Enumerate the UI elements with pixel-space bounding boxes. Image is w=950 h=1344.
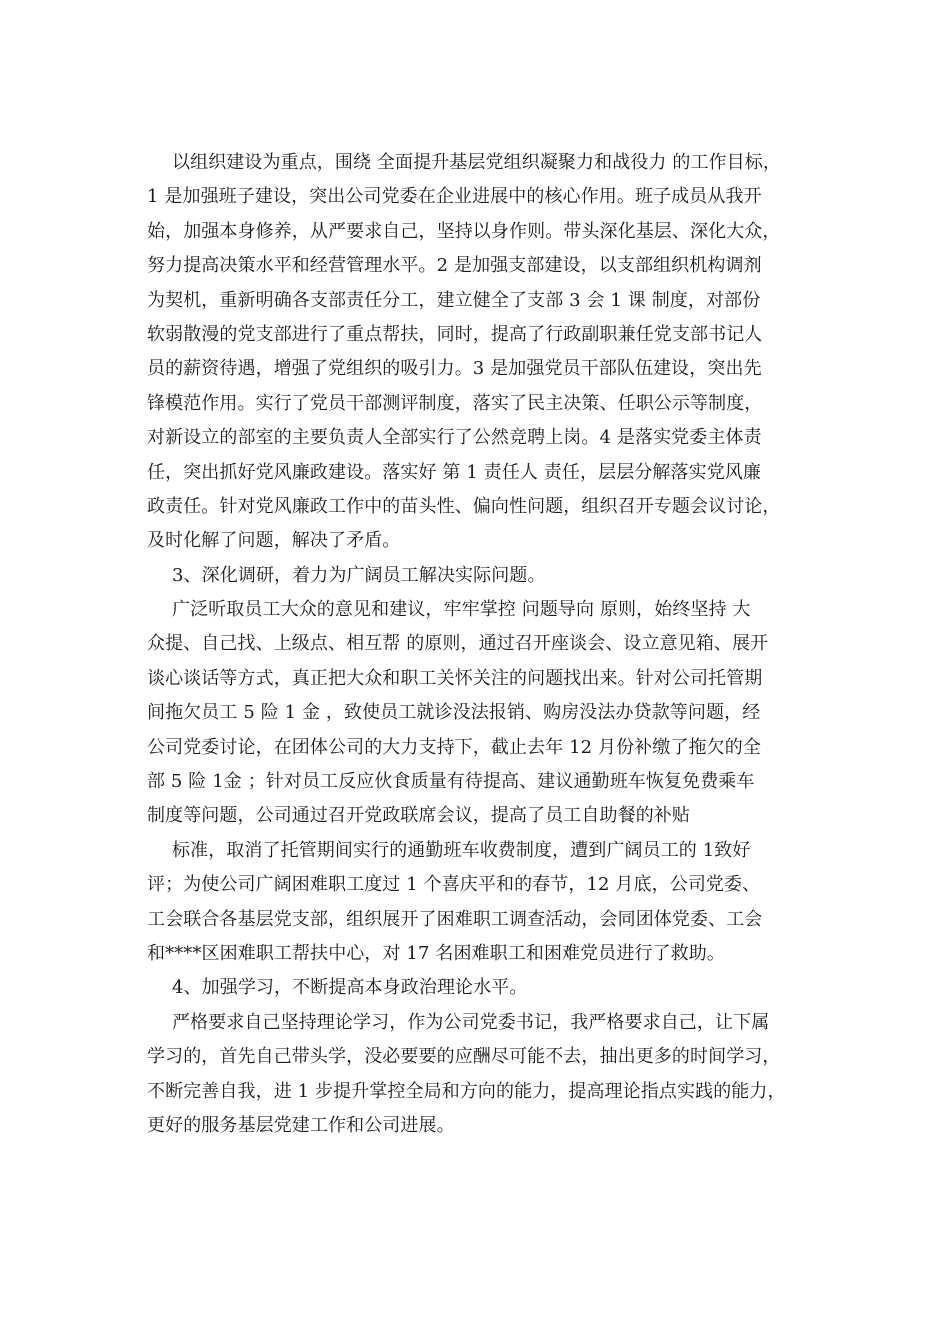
text-line: 严格要求自己坚持理论学习，作为公司党委书记，我严格要求自己，让下属 <box>172 1011 770 1033</box>
text-line: 及时化解了问题，解决了矛盾。 <box>147 530 401 552</box>
text-line: 3、深化调研，着力为广阔员工解决实际问题。 <box>172 564 546 586</box>
text-line: 评；为使公司广阔困难职工度过 1 个喜庆平和的春节，12 月底，公司党委、 <box>147 874 761 896</box>
text-line: 为契机，重新明确各支部责任分工，建立健全了支部 3 会 1 课 制度，对部份 <box>147 289 761 311</box>
text-line: 标准，取消了托管期间实行的通勤班车收费制度，遭到广阔员工的 1致好 <box>172 839 751 861</box>
text-line: 锋模范作用。实行了党员干部测评制度，落实了民主决策、任职公示等制度， <box>147 392 763 414</box>
text-line: 始，加强本身修养，从严要求自己，坚持以身作则。带头深化基层、深化大众， <box>147 220 781 242</box>
text-line: 努力提高决策水平和经营管理水平。2 是加强支部建设，以支部组织机构调剂 <box>147 255 762 277</box>
text-line: 对新设立的部室的主要负责人全部实行了公然竞聘上岗。4 是落实党委主体责 <box>147 427 762 449</box>
text-line: 公司党委讨论，在团体公司的大力支持下，截止去年 12 月份补缴了拖欠的全 <box>147 736 761 758</box>
text-line: 广泛听取员工大众的意见和建议，牢牢掌控 问题导向 原则，始终坚持 大 <box>172 599 751 621</box>
text-line: 学习的，首先自己带头学，没必要要的应酬尽可能不去，抽出更多的时间学习， <box>147 1046 781 1068</box>
text-line: 任，突出抓好党风廉政建设。落实好 第 1 责任人 责任，层层分解落实党风廉 <box>147 461 762 483</box>
text-line: 员的薪资待遇，增强了党组织的吸引力。3 是加强党员干部队伍建设，突出先 <box>147 358 762 380</box>
text-line: 不断完善自我，进 1 步提升掌控全局和方向的能力，提高理论指点实践的能力， <box>147 1080 786 1102</box>
text-line: 政责任。针对党风廉政工作中的苗头性、偏向性问题，组织召开专题会议讨论， <box>147 495 781 517</box>
text-line: 1 是加强班子建设，突出公司党委在企业进展中的核心作用。班子成员从我开 <box>147 186 762 208</box>
text-line: 4、加强学习，不断提高本身政治理论水平。 <box>172 977 528 999</box>
text-line: 以组织建设为重点，围绕 全面提升基层党组织凝聚力和战役力 的工作目标， <box>172 152 781 173</box>
text-line: 部 5 险 1金 ；针对员工反应伙食质量有待提高、建议通勤班车恢复免费乘车 <box>147 771 755 793</box>
text-line: 和****区困难职工帮扶中心，对 17 名困难职工和困难党员进行了救助。 <box>147 942 725 964</box>
text-line: 更好的服务基层党建工作和公司进展。 <box>147 1114 455 1136</box>
text-line: 众提、自己找、上级点、相互帮 的原则，通过召开座谈会、设立意见箱、展开 <box>147 633 769 655</box>
document-body <box>147 146 817 1143</box>
text-line: 间拖欠员工 5 险 1 金 ，致使员工就诊没法报销、购房没法办贷款等问题，经 <box>147 702 761 724</box>
text-line: 谈心谈话等方式，真正把大众和职工关怀关注的问题找出来。针对公司托管期 <box>147 667 763 689</box>
text-line: 工会联合各基层党支部，组织展开了困难职工调查活动，会同团体党委、工会 <box>147 908 763 930</box>
text-line: 制度等问题，公司通过召开党政联席会议，提高了员工自助餐的补贴 <box>147 805 690 827</box>
text-line: 软弱散漫的党支部进行了重点帮扶，同时，提高了行政副职兼任党支部书记人 <box>147 323 763 345</box>
